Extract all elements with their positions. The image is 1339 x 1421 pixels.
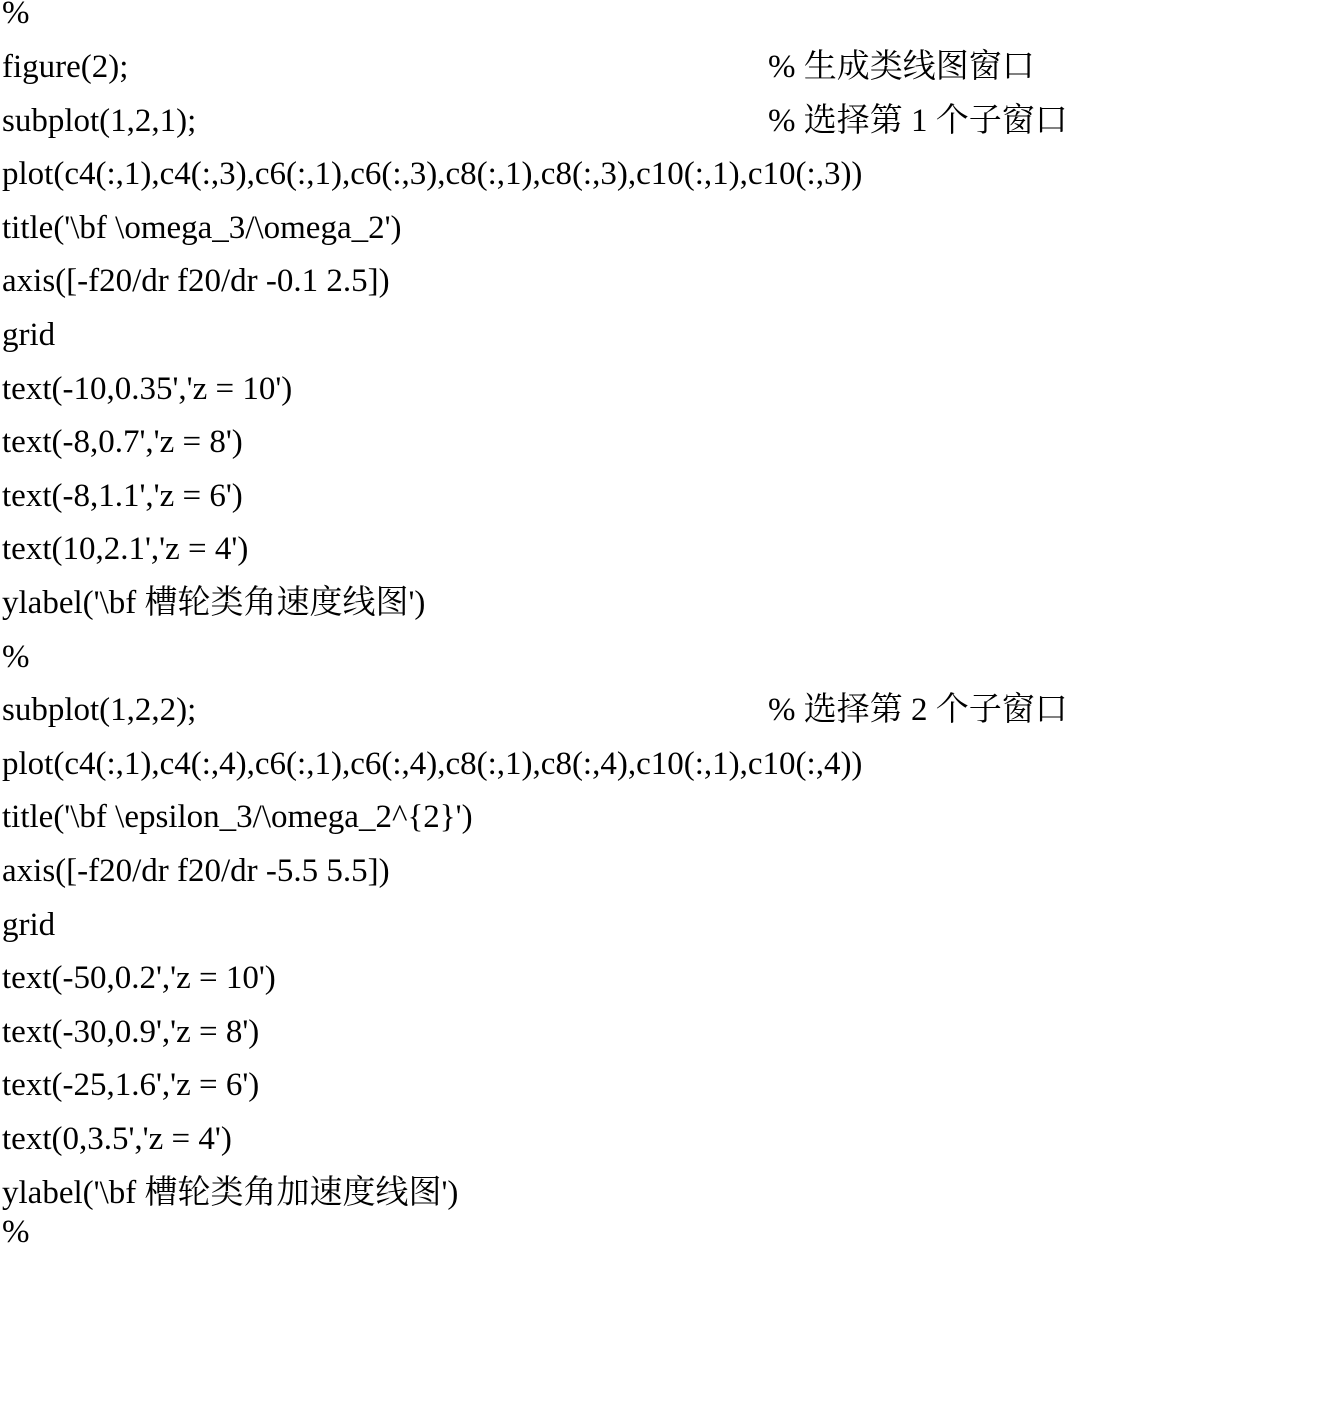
code-text: subplot(1,2,1); (2, 103, 197, 139)
code-text: plot(c4(:,1),c4(:,4),c6(:,1),c6(:,4),c8(:,1),c8(:,4),c10(:,1),c10(:,4)) (2, 746, 863, 782)
code-line (0, 630, 1339, 684)
code-line (0, 737, 1339, 791)
code-text: % (2, 0, 30, 31)
code-line (0, 790, 1339, 844)
code-text: title('\bf \omega_3/\omega_2') (2, 210, 402, 246)
code-text: ylabel('\bf 槽轮类角速度线图') (2, 585, 426, 621)
code-line (0, 147, 1339, 201)
code-line (0, 522, 1339, 576)
code-line (0, 254, 1339, 308)
code-line (0, 469, 1339, 523)
code-comment: % 选择第 1 个子窗口 (768, 103, 1068, 139)
code-text: text(-30,0.9','z = 8') (2, 1014, 260, 1050)
code-text: text(-8,1.1','z = 6') (2, 478, 243, 514)
code-text: subplot(1,2,2); (2, 692, 197, 728)
code-text: text(-10,0.35','z = 10') (2, 371, 293, 407)
code-line (0, 1112, 1339, 1166)
code-line (0, 362, 1339, 416)
code-line (0, 415, 1339, 469)
code-text: plot(c4(:,1),c4(:,3),c6(:,1),c6(:,3),c8(:,1),c8(:,3),c10(:,1),c10(:,3)) (2, 156, 863, 192)
code-text: % (2, 1214, 30, 1250)
code-line (0, 94, 1339, 148)
code-text: grid (2, 317, 56, 353)
code-comment: % 生成类线图窗口 (768, 49, 1035, 85)
code-text: title('\bf \epsilon_3/\omega_2^{2}') (2, 799, 473, 835)
code-text: text(-25,1.6','z = 6') (2, 1067, 260, 1103)
code-line (0, 951, 1339, 1005)
code-comment: % 选择第 2 个子窗口 (768, 692, 1068, 728)
code-line (0, 40, 1339, 94)
code-text: axis([-f20/dr f20/dr -0.1 2.5]) (2, 263, 390, 299)
code-text: figure(2); (2, 49, 129, 85)
code-text: % (2, 639, 30, 675)
code-line (0, 308, 1339, 362)
code-text: text(10,2.1','z = 4') (2, 531, 249, 567)
code-text: ylabel('\bf 槽轮类角加速度线图') (2, 1175, 459, 1211)
code-line (0, 576, 1339, 630)
code-text: grid (2, 907, 56, 943)
code-line (0, 683, 1339, 737)
code-text: text(-8,0.7','z = 8') (2, 424, 243, 460)
code-line (0, 201, 1339, 255)
code-line (0, 844, 1339, 898)
code-text: axis([-f20/dr f20/dr -5.5 5.5]) (2, 853, 390, 889)
code-line (0, 1205, 1339, 1259)
code-line (0, 1005, 1339, 1059)
code-line (0, 0, 1339, 40)
code-line (0, 1058, 1339, 1112)
code-text: text(-50,0.2','z = 10') (2, 960, 276, 996)
code-text: text(0,3.5','z = 4') (2, 1121, 232, 1157)
code-line (0, 898, 1339, 952)
